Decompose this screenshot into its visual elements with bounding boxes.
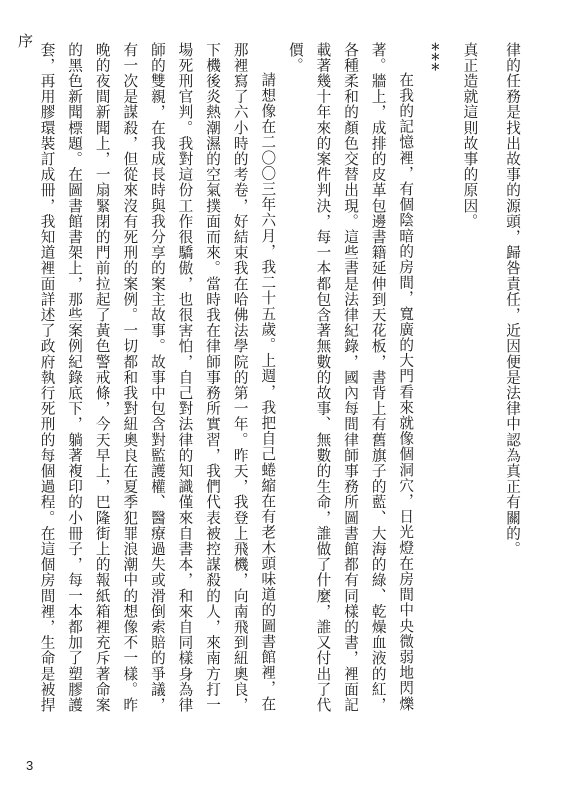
section-separator: ＊＊＊ — [427, 42, 439, 72]
page-header: 序 — [18, 32, 34, 50]
paragraph-library: 在我的記憶裡，有個陰暗的房間，寬廣的大門看來就像個洞穴，日光燈在房間中央微弱地閃爍著。牆上，成排的皮革包邊書籍延伸到天花板，書背上有舊旗子的藍、大海的綠、乾燥血液的紅，各種柔和的顏色交替出現。這些書是法律紀錄，國內每間律師事務所圖書館都有同樣的書，裡面記載著幾十年來的案件判決，每一本都包含著無數的故事、無數的生命，誰做了什麼，誰又付出了代價。 — [286, 42, 415, 713]
paragraph-new-orleans: 請想像在二〇〇三年六月，我二十五歲。上週，我把自己蜷縮在有老木頭味道的圖書館裡，在那裡寫了六小時的考卷，好結束我在哈佛法學院的第一年。昨天，我登上飛機，向南飛到紐奧良，下機後炎熱潮濕的空氣撲面而來。當時我在律師事務所實習，我們代表被控謀殺的人，來南方打一場死刑官判。我對這份工作很驕傲，也很害怕，自己對法律的知識僅來自書本，和來自同樣身為律師的雙親，在我成長時與我分享的案主故事。故事中包含對監護權、醫療過失或滑倒索賠的爭議，有一次是謀殺，但從來沒有死刑的案例。一切都和我對紐奧良在夏季犯罪浪潮中的想像不一樣。昨晚的夜間新聞上，一扇緊閉的門前拉起了黃色警戒條，今天早上，巴隆街上的報紙箱裡充斥著命案的黑色新聞標題。在圖書館書架上，那些案例紀錄底下，躺著複印的小冊子，每一本都加了塑膠護套，再用膠環裝訂成冊，我知道裡面詳述了政府執行死刑的每個過程。在這個房間裡，生命是被捍 — [38, 42, 277, 713]
page-number: 3 — [26, 758, 34, 773]
paragraph-continuation: 律的任務是找出故事的源頭，歸咎責任，近因便是法律中認為真正有關的。 — [504, 42, 521, 557]
body-text — [26, 42, 526, 720]
paragraph-closing: 真正造就這則故事的原因。 — [461, 42, 479, 230]
